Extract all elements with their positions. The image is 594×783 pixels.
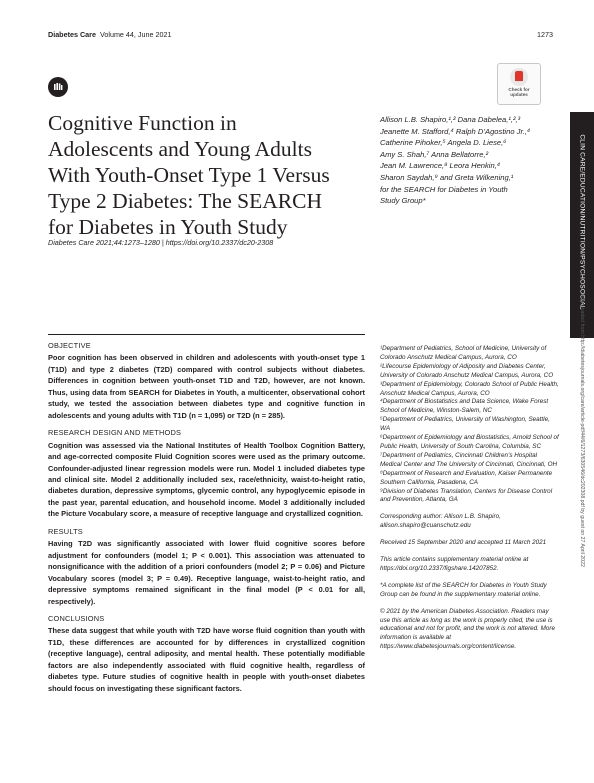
affiliation: ³Department of Epidemiology, Colorado School of Public Health, Anschutz Medical Campus, Aurora, CO — [380, 380, 559, 397]
author-line: Jean M. Lawrence,⁸ Leora Henkin,⁴ — [380, 161, 501, 171]
check-for-updates-badge[interactable] — [497, 63, 541, 105]
author-line: for the SEARCH for Diabetes in Youth — [380, 184, 508, 194]
section-heading-objective: OBJECTIVE — [48, 341, 91, 350]
affiliation: ⁷Department of Pediatrics, Cincinnati Children’s Hospital Medical Center and The University of Cincinnati, Cincinnati, OH — [380, 451, 558, 468]
journal-name: Diabetes Care — [48, 30, 96, 39]
affiliation: ⁸Department of Research and Evaluation, Kaiser Permanente Southern California, Pasadena, CA — [380, 469, 553, 486]
corresponding-author: Corresponding author: Allison L.B. Shapiro, allison.shapiro@cuanschutz.edu — [380, 513, 501, 530]
article-title — [48, 110, 378, 240]
author-line: Catherine Pihoker,⁵ Angela D. Liese,⁶ — [380, 138, 507, 148]
section-body-conclusions: These data suggest that while youth with T2D have worse fluid cognition than youth with T1D, these differences are accounted for by differences in crystallized cognition (receptive language), central adiposity, and mental health. These potentially modifiable factors are also independently associated with fluid cognitive health, regardless of diabetes type. Future studies of cognitive health in people with youth-onset diabetes should focus on investigating these significant factors. — [48, 626, 365, 693]
abstract — [48, 340, 365, 700]
copyright-notice: © 2021 by the American Diabetes Association. Readers may use this article as long as the work is properly cited, the use is educational and not for profit, and the work is not altered. More information is available at https://www.diabetesjournals.org/content/license. — [380, 607, 556, 651]
author-list — [380, 114, 560, 207]
affiliations-column — [380, 345, 560, 652]
hands-logo-icon — [48, 77, 68, 97]
abstract-divider — [48, 334, 365, 335]
page-number: 1273 — [537, 30, 553, 39]
section-heading-methods: RESEARCH DESIGN AND METHODS — [48, 428, 182, 438]
citation-doi[interactable]: Diabetes Care 2021;44:1273–1280 | https://doi.org/10.2337/dc20-2308 — [48, 238, 274, 247]
affiliation: ⁹Division of Diabetes Translation, Centers for Disease Control and Prevention, Atlanta, GA — [380, 487, 553, 504]
affiliation: ⁵Department of Pediatrics, University of Washington, Seattle, WA — [380, 416, 550, 433]
download-watermark — [570, 293, 594, 567]
title-line: Adolescents and Young Adults — [48, 137, 312, 161]
check-updates-line1: Check for — [508, 87, 530, 92]
sidebar-label: CLIN CARE/EDUCATION/NUTRITION/PSYCHOSOCIAL — [578, 134, 586, 310]
author-line: Allison L.B. Shapiro,¹,² Dana Dabelea,¹,²,³ — [380, 115, 521, 124]
affiliation: ²Lifecourse Epidemiology of Adiposity and Diabetes Center, University of Colorado Anschutz Medical Campus, Aurora, CO — [380, 362, 554, 379]
affiliation: ¹Department of Pediatrics, School of Medicine, University of Colorado Anschutz Medical Campus, Aurora, CO — [380, 345, 547, 361]
author-line: Jeanette M. Stafford,⁴ Ralph D’Agostino Jr.,⁴ — [380, 126, 531, 136]
author-line: Amy S. Shah,⁷ Anna Bellatorre,² — [380, 149, 489, 159]
section-body-methods: Cognition was assessed via the National Institutes of Health Toolbox Cognition Battery, and age-corrected composite Fluid Cognition scores were used as the primary outcome. Confounder-adjusted linear regression models were run. Model 1 included diabetes type and clinical site. Model 2 additionally included sex, race/ethnicity, waist-to-height ratio, diabetes duration, depressive symptoms, glycemic control, any hypoglycemic episode in the past year, parental education, and household income. Model 3 additionally included the Picture Vocabulary score, a measure of receptive language and crystallized cognition. — [48, 440, 365, 519]
title-line: Cognitive Function in — [48, 111, 237, 135]
author-line: Study Group* — [380, 196, 426, 206]
volume-date: Volume 44, June 2021 — [99, 30, 172, 39]
title-line: With Youth-Onset Type 1 Versus — [48, 163, 330, 187]
affiliation: ⁴Department of Biostatistics and Data Science, Wake Forest School of Medicine, Winston-Salem, NC — [380, 398, 549, 415]
section-heading-results: RESULTS — [48, 526, 83, 536]
download-note: Downloaded from http://diabetesjournals.org/care/article-pdf/44/6/1273/630546/dc202308.pdf by guest on 27 April 2022 — [579, 293, 585, 567]
received-date: Received 15 September 2020 and accepted 11 March 2021 — [380, 539, 547, 547]
affiliation: ⁶Department of Epidemiology and Biostatistics, Arnold School of Public Health, University of South Carolina, Columbia, SC — [380, 434, 559, 450]
author-line: Sharon Saydah,⁹ and Greta Wilkening,¹ — [380, 172, 514, 182]
title-line: for Diabetes in Youth Study — [48, 215, 288, 239]
section-body-objective: Poor cognition has been observed in children and adolescents with youth-onset type 1 (T1D) and type 2 diabetes (T2D) compared with control subjects without diabetes. Differences in cognition between youth-onset T1D and T2D, however, are not known. Thus, using data from SEARCH for Diabetes in Youth, a multicenter, observational cohort study, we tested the association between diabetes type and cognitive function in adolescents and young adults with T1D (n = 1,095) or T2D (n = 285). — [48, 353, 365, 420]
section-heading-conclusions: CONCLUSIONS — [48, 613, 105, 623]
check-updates-line2: updates — [510, 92, 528, 98]
bookmark-icon — [510, 68, 528, 86]
section-body-results: Having T2D was significantly associated with lower fluid cognitive scores before adjustment for confounders (model 1; P < 0.001). This association was attenuated to nonsignificance with the addition of a priori confounders (model 2; P = 0.06) and Picture Vocabulary scores (model 3; P = 0.49). Receptive language, waist-to-height ratio, and depressive symptoms remained significant in the final model (P < 0.01 for all, respectively). — [48, 539, 365, 606]
running-header — [48, 30, 171, 39]
title-line: Type 2 Diabetes: The SEARCH — [48, 189, 322, 213]
study-group-note: *A complete list of the SEARCH for Diabetes in Youth Study Group can be found in the supplementary material online. — [380, 581, 547, 598]
supplementary-note[interactable]: This article contains supplementary material online at https://doi.org/10.2337/figshare.14207852. — [380, 556, 529, 572]
